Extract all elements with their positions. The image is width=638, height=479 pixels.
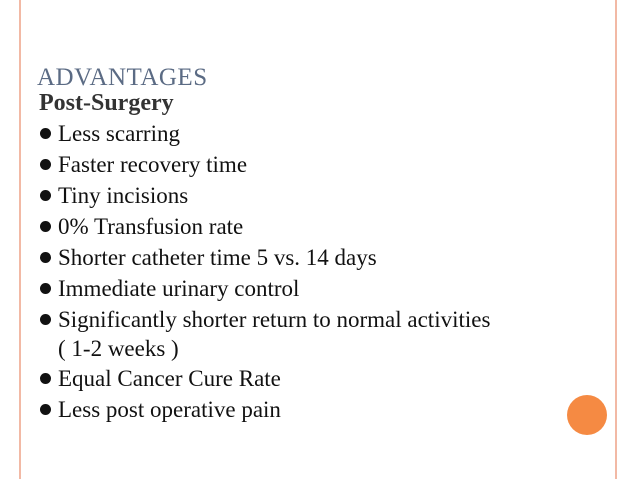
- bullet-text: Significantly shorter return to normal activities: [58, 307, 491, 332]
- bullet-text: Tiny incisions: [58, 183, 189, 208]
- bullet-item: [38, 363, 603, 394]
- bullet-item: [38, 273, 603, 304]
- bullet-dot-icon: [40, 252, 51, 263]
- bullet-item: [38, 180, 603, 211]
- bullet-item: [38, 211, 603, 242]
- bullet-dot-icon: [40, 373, 51, 384]
- bullet-dot-icon: [40, 314, 51, 325]
- bullet-list: [38, 118, 603, 425]
- bullet-dot-icon: [40, 283, 51, 294]
- bullet-item: [38, 118, 603, 149]
- bullet-text-continuation: ( 1-2 weeks ): [58, 336, 179, 361]
- bullet-dot-icon: [40, 128, 51, 139]
- bullet-text: Shorter catheter time 5 vs. 14 days: [58, 245, 377, 270]
- bullet-text: Faster recovery time: [58, 152, 248, 177]
- bullet-item: [38, 149, 603, 180]
- bullet-text: Less scarring: [58, 121, 180, 146]
- bullet-dot-icon: [40, 190, 51, 201]
- bullet-item: [38, 242, 603, 273]
- bullet-text: Immediate urinary control: [58, 276, 300, 301]
- bullet-text: Equal Cancer Cure Rate: [58, 366, 281, 391]
- slide-subheading: Post-Surgery: [39, 90, 174, 116]
- bullet-item: [38, 394, 603, 425]
- bullet-dot-icon: [40, 221, 51, 232]
- bullet-dot-icon: [40, 404, 51, 415]
- bullet-text: Less post operative pain: [58, 397, 281, 422]
- slide-heading: ADVANTAGES: [37, 64, 208, 91]
- bullet-dot-icon: [40, 159, 51, 170]
- bullet-item: [38, 304, 603, 363]
- bullet-text: 0% Transfusion rate: [58, 214, 244, 239]
